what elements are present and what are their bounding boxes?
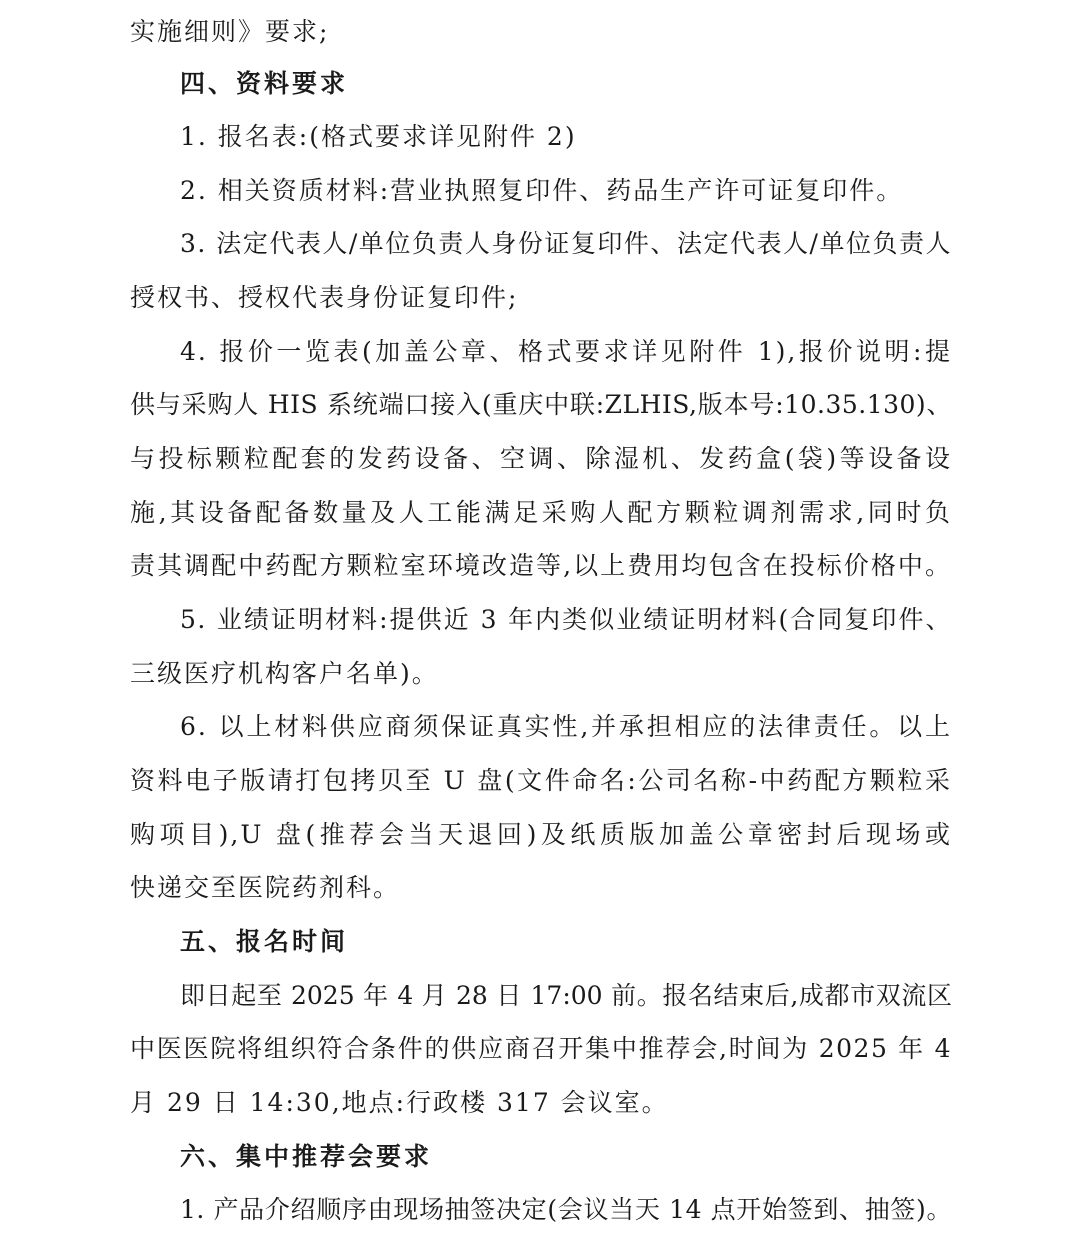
text-line: 月 29 日 14:30,地点:行政楼 317 会议室。 <box>130 1088 669 1117</box>
list-item: 3. 法定代表人/单位负责人身份证复印件、法定代表人/单位负责人 <box>180 229 952 258</box>
text-line: 实施细则》要求; <box>130 17 330 46</box>
text-line: 中医医院将组织符合条件的供应商召开集中推荐会,时间为 2025 年 4 <box>130 1034 952 1063</box>
list-item: 4. 报价一览表(加盖公章、格式要求详见附件 1),报价说明:提 <box>180 337 952 366</box>
text-line: 供与采购人 HIS 系统端口接入(重庆中联:ZLHIS,版本号:10.35.130)、 <box>130 390 952 419</box>
list-item: 2. 相关资质材料:营业执照复印件、药品生产许可证复印件。 <box>180 176 904 205</box>
list-item: 1. 产品介绍顺序由现场抽签决定(会议当天 14 点开始签到、抽签)。 <box>180 1195 952 1224</box>
section-heading: 六、集中推荐会要求 <box>180 1142 433 1171</box>
text-line: 授权书、授权代表身份证复印件; <box>130 283 519 312</box>
text-line: 资料电子版请打包拷贝至 U 盘(文件命名:公司名称-中药配方颗粒采 <box>130 766 952 795</box>
text-line: 与投标颗粒配套的发药设备、空调、除湿机、发药盒(袋)等设备设 <box>130 444 952 473</box>
section-heading: 四、资料要求 <box>180 69 349 98</box>
text-line: 即日起至 2025 年 4 月 28 日 17:00 前。报名结束后,成都市双流区 <box>180 981 952 1010</box>
text-line: 购项目),U 盘(推荐会当天退回)及纸质版加盖公章密封后现场或 <box>130 820 952 849</box>
text-line: 责其调配中药配方颗粒室环境改造等,以上费用均包含在投标价格中。 <box>130 551 952 580</box>
section-heading: 五、报名时间 <box>180 927 349 956</box>
text-line: 快递交至医院药剂科。 <box>130 873 401 902</box>
list-item: 5. 业绩证明材料:提供近 3 年内类似业绩证明材料(合同复印件、 <box>180 605 952 634</box>
list-item: 1. 报名表:(格式要求详见附件 2) <box>180 122 577 151</box>
list-item: 6. 以上材料供应商须保证真实性,并承担相应的法律责任。以上 <box>180 712 952 741</box>
text-line: 施,其设备配备数量及人工能满足采购人配方颗粒调剂需求,同时负 <box>130 498 952 527</box>
text-line: 三级医疗机构客户名单)。 <box>130 659 439 688</box>
